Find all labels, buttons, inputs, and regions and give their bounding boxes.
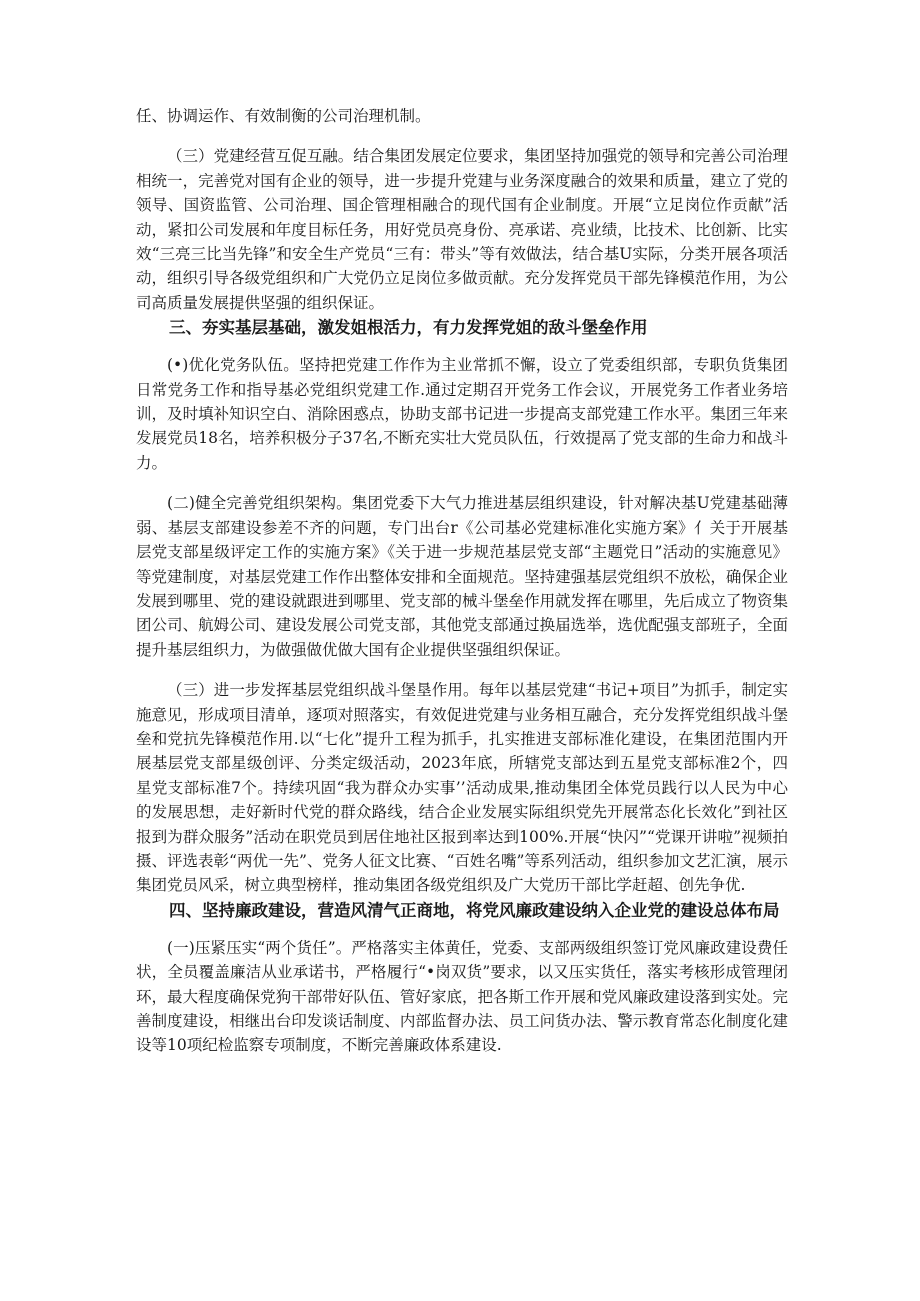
paragraph-two-responsibilities: (一)压紧压实“两个货任”。严格落实主体黄任，党委、支部两级组织签订党风廉政建设费任状，全员覆盖廉洁从业承诺书，严格履行“•岗双货”要求，以又压实货任，落实考核形成管理闭环，最大程度确保党狗干部带好队伍、管好家底，把各斯工作开展和党风廉政建设落到实处。完善制度建设，相继出台印发谈话制度、内部监督办法、员工问货办法、警示教育常态化制度化建设等10项纪检监察专项制度，不断完善廉政体系建设. (136, 938, 788, 1055)
section-heading-3: 三、夯实基层基础，激发姐根活力，有力发挥党姐的敌斗堡垒作用 (169, 318, 648, 338)
paragraph-fighting-fortress: （三）进一步发挥基层党组织战斗堡垦作用。每年以基层党建“书记+项目”为抓手，制定实施意见，形成项目清单，逐项对照落实，有效促进党建与业务相互融合，充分发挥党组织战斗堡垒和党抗先锋模范作用.以“七化”提升工程为抓手，扎实推进支部标准化建设，在集团范围内开展基层党支部星级创评、分类定级活动，2023年底，所辖党支部达到五星党支部标准2个，四星党支部标准7个。持续巩固“我为群众办实事’’活动成果,推动集团全体党员践行以人民为中心的发展思想，走好新时代党的群众路线，结合企业发展实际组织党先开展常态化长效化”到社区报到为群众服务”活动在职党员到居住地社区报到率达到100%.开展“快闪”“党课开讲啦”视频拍摄、评选表彰“两优一先”、党务人征文比赛、“百姓名嘴”等系列活动，组织参加文艺汇演，展示集团党员风采，树立典型榜样，推动集团各级党组织及广大党历干部比学赶超、创先争优. (136, 681, 788, 895)
paragraph-party-business-integration: （三）党建经营互促互融。结合集团发展定位要求，集团坚持加强党的领导和完善公司治理相统一，完善党对国有企业的领导，进一步提升党建与业务深度融合的效果和质量，建立了党的领导、国资监管、公司治理、国企管理相融合的现代国有企业制度。开展“立足岗位作贡献”活动，紧扣公司发展和年度目标任务，用好党员亮身份、亮承诺、亮业绩，比技术、比创新、比实效“三亮三比当先锋”和安全生产党员“三有：带头”等有效做法，结合基U实际，分类开展各项活动，组织引导各级党组织和广大党仍立足岗位多做贡献。充分发挥党员干部先锋模范作用，为公司高质量发展提供坚强的组织保证。 (136, 147, 788, 312)
paragraph-continuation: 任、协调运作、有效制衡的公司治理机制。 (136, 107, 431, 125)
document-page (136, 104, 788, 1058)
paragraph-organization-structure: (二)健全完善党组织架构。集团党委下大气力推进基层组织建设，针对解决基U党建基础薄弱、基层支部建设参差不齐的问题，专门出台r《公司基必党建标准化实施方案》亻关于开展基层党支部星级评定工作的实施方案》《关于进一步规范基层党支部“主题党日”活动的实施意见》等党建制度，对基层党建工作作出整体安排和全面规范。坚持建强基层党组织不放松，确保企业发展到哪里、党的建设就跟进到哪里、党支部的械斗堡垒作用就发挥在哪里，先后成立了物资集团公司、航姆公司、建设发展公司党支部，其他党支部通过换届选举，选优配强支部班子，全面提升基层组织力，为做强做优做大国有企业提供坚强组织保证。 (136, 494, 788, 659)
paragraph-optimize-party-team: (•)优化党务队伍。坚持把党建工作作为主业常抓不懈，设立了党委组织部，专职负货集团日常党务工作和指导基必党组织党建工作.通过定期召开党务工作会议，开展党务工作者业务培训，及时填补知识空白、消除困惑点，协助支部书记进一步提高支部党建工作水平。集团三年来发展党员18名，培养积极分子37名,不断充实壮大党员队伍，行效提鬲了党支部的生命力和战斗力。 (136, 356, 788, 472)
section-heading-4: 四、坚持廉政建设，营造风清气正商地，将党风廉政建设纳入企业党的建设总体布局 (169, 900, 780, 920)
